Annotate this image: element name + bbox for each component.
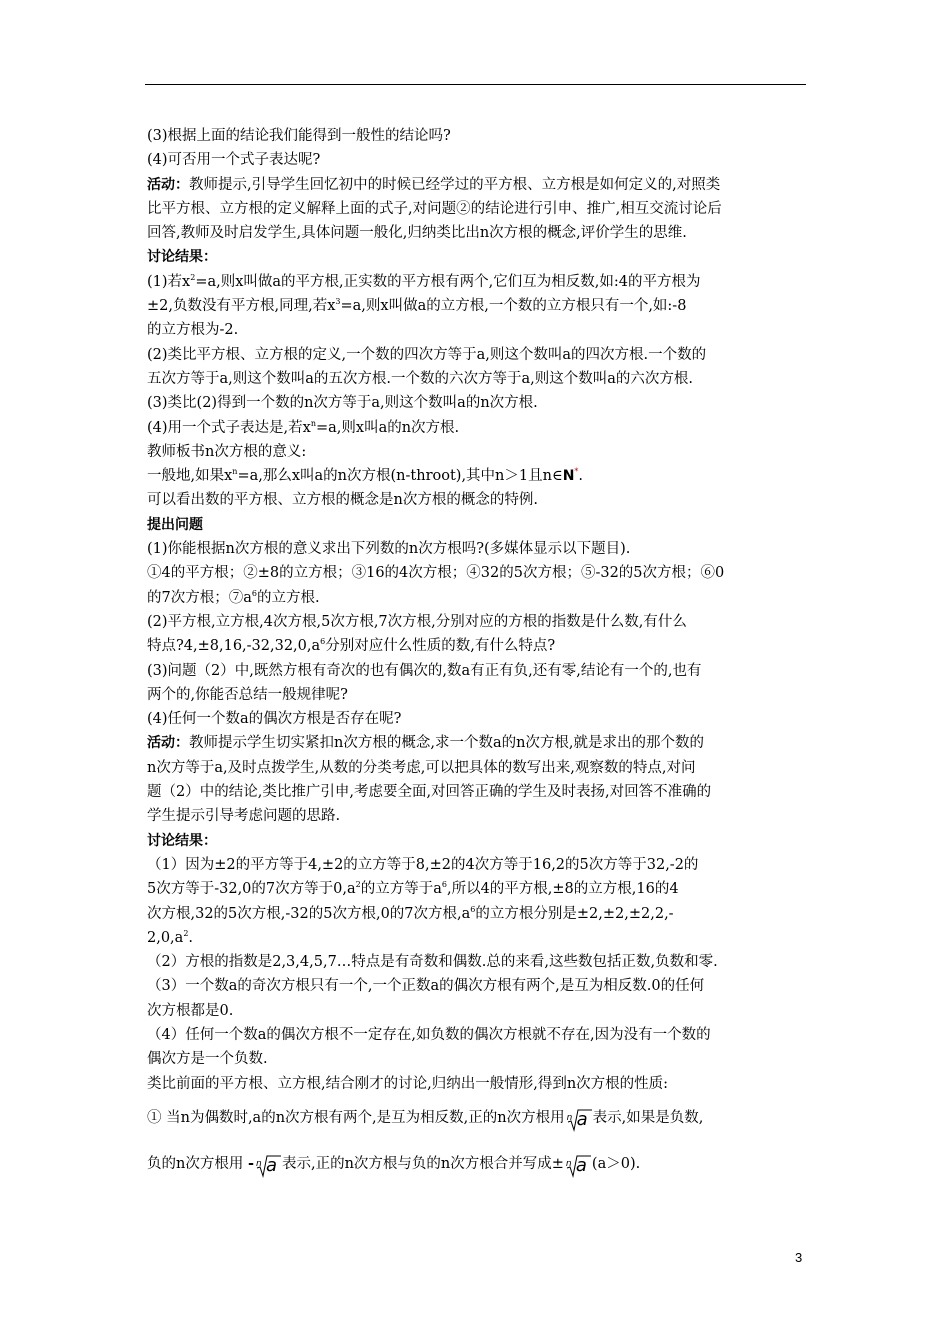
text-span: 负的n次方根用 bbox=[147, 1155, 244, 1172]
text-span: =a,则x叫做a的立方根,一个数的立方根只有一个,如:-8 bbox=[340, 298, 687, 315]
text-line: 偶次方是一个负数. bbox=[147, 1051, 268, 1068]
text-line bbox=[147, 877, 811, 901]
text-line: 回答,教师及时启发学生,具体问题一般化,归纳类比出n次方根的概念,评价学生的思维. bbox=[147, 225, 687, 242]
text-line bbox=[147, 586, 811, 610]
superscript: n bbox=[310, 418, 316, 428]
text-line: (3)问题（2）中,既然方根有奇次的也有偶次的,数a有正有负,还有零,结论有一个的,也有 bbox=[147, 662, 702, 679]
discussion-result-heading: 讨论结果： bbox=[147, 249, 217, 266]
text-line bbox=[147, 173, 811, 197]
radicand: a bbox=[575, 1154, 587, 1176]
text-line: 教师板书n次方根的意义: bbox=[147, 443, 307, 460]
root-index: n bbox=[565, 1158, 572, 1169]
text-line bbox=[147, 270, 811, 294]
text-line bbox=[147, 926, 811, 950]
superscript: 2 bbox=[355, 880, 361, 890]
text-span: 的立方等于a bbox=[360, 881, 442, 898]
superscript: 6 bbox=[251, 588, 257, 598]
text-line: 学生提示引导考虑问题的思路. bbox=[147, 808, 341, 825]
root-index: n bbox=[255, 1158, 262, 1169]
text-span: 的7次方根；⑦a bbox=[147, 589, 252, 606]
text-line: （4）任何一个数a的偶次方根不一定存在,如负数的偶次方根就不存在,因为没有一个数的 bbox=[147, 1026, 711, 1043]
text-span: (a＞0). bbox=[591, 1155, 641, 1172]
text-line: （2）方根的指数是2,3,4,5,7…特点是有奇数和偶数.总的来看,这些数包括正数,负数和零. bbox=[147, 954, 718, 971]
text-line: 比平方根、立方根的定义解释上面的式子,对问题②的结论进行引申、推广,相互交流讨论后 bbox=[147, 200, 722, 217]
text-span: =a,则x叫做a的平方根,正实数的平方根有两个,它们互为相反数,如:4的平方根为 bbox=[195, 273, 701, 290]
text-span: 表示,正的n次方根与负的n次方根合并写成± bbox=[281, 1155, 564, 1172]
text-span: 教师提示,引导学生回忆初中的时候已经学过的平方根、立方根是如何定义的,对照类 bbox=[189, 176, 721, 193]
superscript: 6 bbox=[470, 904, 476, 914]
text-line: 次方根都是0. bbox=[147, 1002, 234, 1019]
text-span: 分别对应什么性质的数,有什么特点? bbox=[325, 638, 556, 655]
text-line: （1）因为±2的平方等于4,±2的立方等于8,±2的4次方等于16,2的5次方等于32,-2的 bbox=[147, 856, 699, 873]
minus-sign: - bbox=[247, 1154, 254, 1172]
text-line: (4)任何一个数a的偶次方根是否存在呢? bbox=[147, 711, 402, 728]
superscript: 2 bbox=[190, 272, 196, 282]
text-span: =a,那么x叫a的n次方根(n-throot),其中n＞1且n∈ bbox=[237, 468, 563, 485]
text-span: ±2,负数没有平方根,同理,若x bbox=[147, 298, 336, 315]
text-line: n次方等于a,及时点拨学生,从数的分类考虑,可以把具体的数写出来,观察数的特点,对问 bbox=[147, 759, 696, 776]
text-span: . bbox=[578, 468, 584, 485]
superscript: n bbox=[232, 467, 238, 477]
text-line bbox=[147, 1096, 811, 1140]
text-line: (1)你能根据n次方根的意义求出下列数的n次方根吗?(多媒体显示以下题目). bbox=[147, 541, 631, 558]
text-line: 题（2）中的结论,类比推广引申,考虑要全面,对回答正确的学生及时表扬,对回答不准确的 bbox=[147, 784, 712, 801]
text-span: (1)若x bbox=[147, 273, 191, 290]
text-span: =a,则x叫a的n次方根. bbox=[315, 419, 460, 436]
nth-root-expression bbox=[255, 1154, 281, 1178]
text-span: 的立方根分别是±2,±2,±2,2,- bbox=[475, 905, 674, 922]
question-heading: 提出问题 bbox=[147, 516, 203, 533]
superscript-star: * bbox=[574, 467, 579, 477]
text-line: 可以看出数的平方根、立方根的概念是n次方根的概念的特例. bbox=[147, 492, 538, 509]
text-span: 2,0,a bbox=[147, 929, 184, 946]
text-span: 表示,如果是负数, bbox=[592, 1109, 704, 1126]
page-number: 3 bbox=[795, 1250, 803, 1265]
text-line bbox=[147, 902, 811, 926]
root-index: n bbox=[566, 1112, 573, 1123]
text-line: (3)根据上面的结论我们能得到一般性的结论吗? bbox=[147, 128, 451, 144]
text-span: 次方根,32的5次方根,-32的5次方根,0的7次方根,a bbox=[147, 905, 471, 922]
superscript: 3 bbox=[335, 297, 341, 307]
text-line bbox=[147, 464, 811, 488]
text-line bbox=[147, 634, 811, 658]
text-span: (4)用一个式子表达是,若x bbox=[147, 419, 311, 436]
activity-label: 活动： bbox=[147, 176, 189, 193]
nth-root-expression bbox=[565, 1154, 591, 1178]
text-span: 一般地,如果x bbox=[147, 468, 233, 485]
activity-label: 活动： bbox=[147, 735, 189, 752]
text-span: ① 当n为偶数时,a的n次方根有两个,是互为相反数,正的n次方根用 bbox=[147, 1109, 565, 1126]
text-line: (4)可否用一个式子表达呢? bbox=[147, 152, 321, 169]
text-line: (3)类比(2)得到一个数的n次方等于a,则这个数叫a的n次方根. bbox=[147, 395, 538, 412]
text-line bbox=[147, 294, 811, 318]
text-span: 教师提示学生切实紧扣n次方根的概念,求一个数a的n次方根,就是求出的那个数的 bbox=[189, 735, 705, 752]
text-span: 的立方根. bbox=[256, 589, 320, 606]
text-line bbox=[147, 416, 811, 440]
text-line: 两个的,你能否总结一般规律呢? bbox=[147, 686, 348, 703]
superscript: 6 bbox=[320, 637, 326, 647]
text-line: (2)平方根,立方根,4次方根,5次方根,7次方根,分别对应的方根的指数是什么数,有什么 bbox=[147, 613, 687, 630]
radicand: a bbox=[265, 1154, 278, 1176]
text-line bbox=[147, 1140, 811, 1188]
text-line: 的立方根为-2. bbox=[147, 322, 239, 339]
text-line: (2)类比平方根、立方根的定义,一个数的四次方等于a,则这个数叫a的四次方根.一个数的 bbox=[147, 346, 707, 363]
text-line: 类比前面的平方根、立方根,结合刚才的讨论,归纳出一般情形,得到n次方根的性质: bbox=[147, 1075, 669, 1092]
naturals-symbol: N bbox=[562, 468, 575, 485]
superscript: 6 bbox=[441, 880, 447, 890]
text-span: ,所以4的平方根,±8的立方根,16的4 bbox=[446, 881, 679, 898]
text-span: 特点?4,±8,16,-32,32,0,a bbox=[147, 638, 321, 655]
text-span: 5次方等于-32,0的7次方等于0,a bbox=[147, 881, 356, 898]
radicand: a bbox=[576, 1108, 588, 1130]
header-rule bbox=[145, 84, 806, 85]
text-span: . bbox=[188, 929, 194, 946]
discussion-result-heading: 讨论结果： bbox=[147, 832, 217, 849]
text-line bbox=[147, 731, 811, 755]
text-line: 五次方等于a,则这个数叫a的五次方根.一个数的六次方等于a,则这个数叫a的六次方根. bbox=[147, 370, 694, 387]
text-line: ①4的平方根；②±8的立方根；③16的4次方根；④32的5次方根；⑤-32的5次方根；⑥0 bbox=[147, 565, 725, 582]
superscript: 2 bbox=[183, 928, 189, 938]
text-line: （3）一个数a的奇次方根只有一个,一个正数a的偶次方根有两个,是互为相反数.0的任何 bbox=[147, 978, 705, 995]
nth-root-expression bbox=[566, 1108, 592, 1132]
page-body bbox=[147, 124, 811, 1188]
